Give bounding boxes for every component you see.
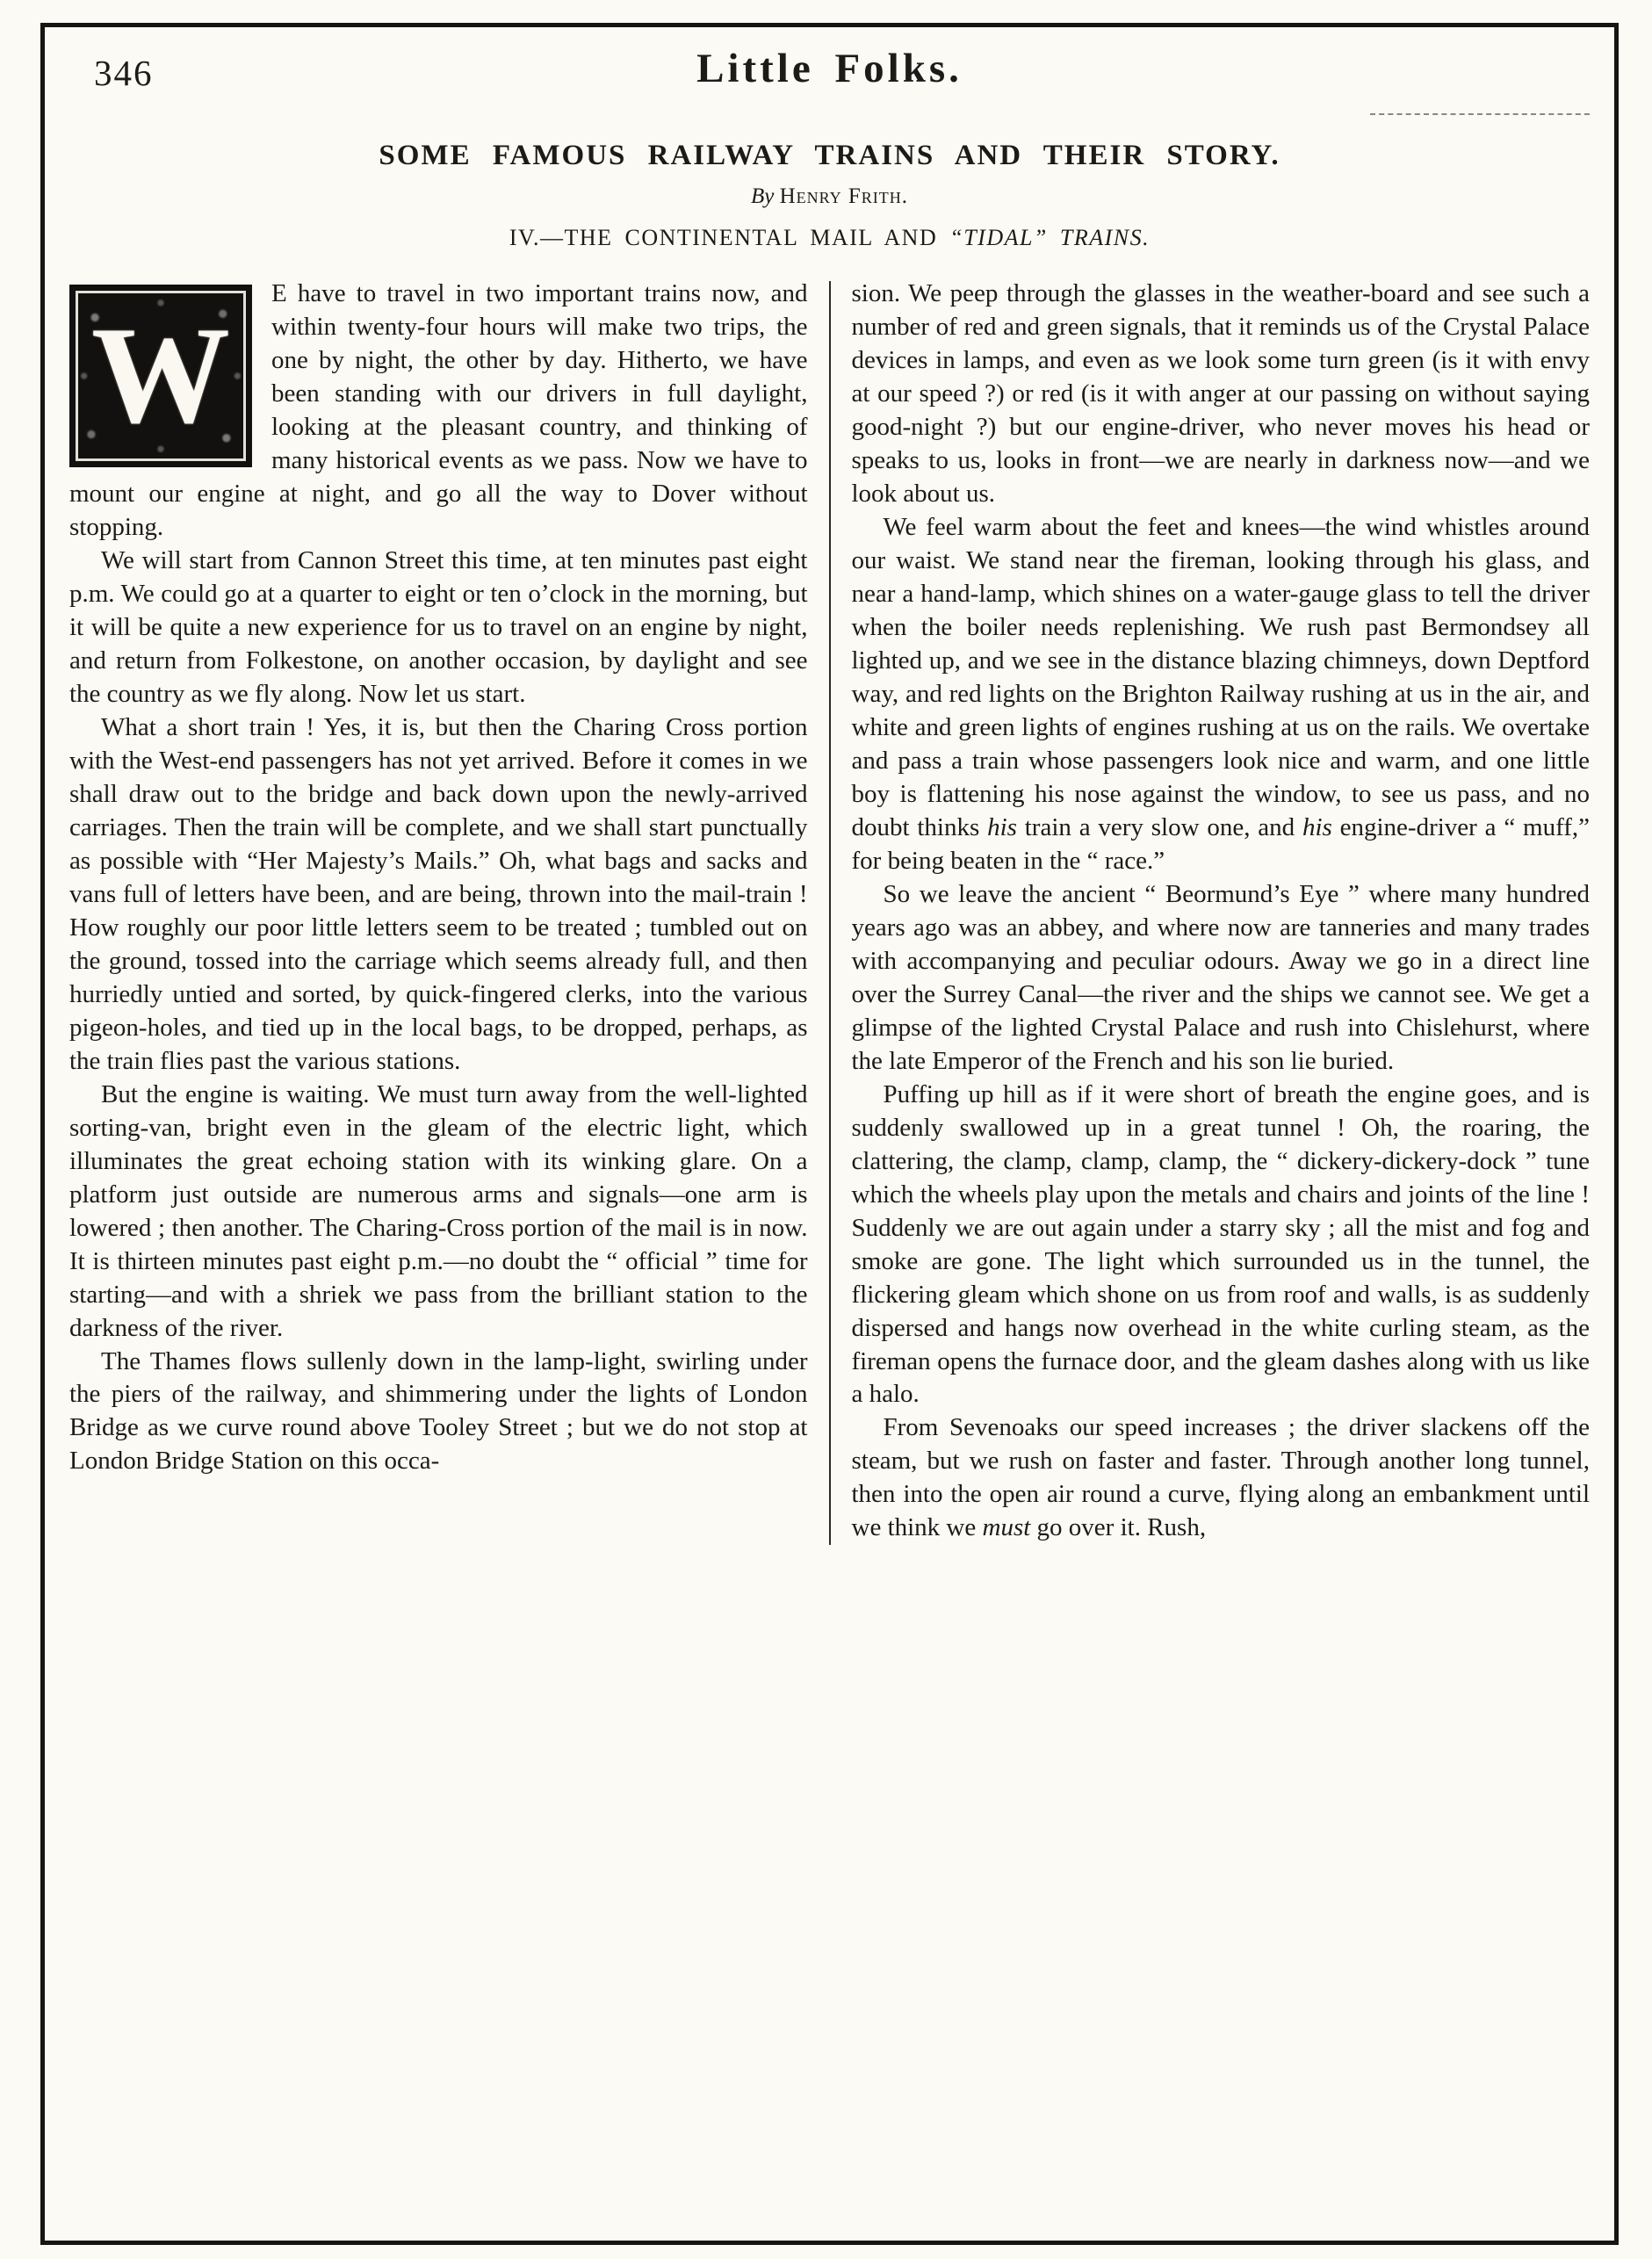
byline [69,184,1590,209]
article-columns [69,278,1590,1545]
left-column [69,278,808,1545]
paragraph: What a short train ! Yes, it is, but then the Charing Cross portion with the West-end passengers has not yet arrived. Before it comes in we shall draw out to the bridge and back down upon the newly-arrived carriages. Then the train will be complete, and we shall start punctually as possible with “Her Majesty’s Mails.” Oh, what bags and sacks and vans full of letters have been, and are being, thrown into the mail-train ! How roughly our poor little letters seem to be treated ; tumbled out on the ground, tossed into the carriage which seems already full, and then hurriedly untied and sorted, by quick-fingered clerks, into the various pigeon-holes, and tied up in the local bags, to be dropped, perhaps, as the train flies past the various stations. [69,712,808,1075]
paragraph: So we leave the ancient “ Beormund’s Eye ” where many hundred years ago was an abbey, and where now are tanneries and many trades with accompanying and peculiar odours. Away we go in a direct line over the Surrey Canal—the river and the ships we cannot see. We get a glimpse of the lighted Crystal Palace and rush into Chislehurst, where the late Emperor of the French and his son lie buried. [851,879,1590,1075]
header-rule [1370,113,1590,115]
byline-author: Henry Frith. [779,184,909,208]
paragraph: E have to travel in two important trains now, and within twenty-four hours will make two trips, the one by night, the other by day. Hitherto, we have been standing with our drivers in full daylight, looking at the pleasant country, and thinking of many historical events as we pass. Now we have to mount our engine at night, and go all the way to Dover without stopping. [69,279,808,541]
paragraph: sion. We peep through the glasses in the weather-board and see such a number of red and green signals, that it reminds us of the Crystal Palace devices in lamps, and even as we look some turn green (is it with envy at our speed ?) or red (is it with anger at our passing on without saying good-night ?) but our engine-driver, who never moves his head or speaks to us, looks in front—we are nearly in darkness now—and we look about us. [851,279,1590,508]
byline-prefix: By [750,184,775,208]
paragraph: We will start from Cannon Street this time, at ten minutes past eight p.m. We could go at a quarter to eight or ten o’clock in the morning, but it will be quite a new experience for us to travel on an engine by night, and return from Folkestone, on another occasion, by daylight and see the country as we fly along. Now let us start. [69,545,808,708]
right-column [852,278,1591,1545]
drop-cap-letter: W [91,299,230,452]
decorative-initial-w [69,285,252,467]
paragraph: Puffing up hill as if it were short of breath the engine goes, and is suddenly swallowed up in a great tunnel ! Oh, the roaring, the clattering, the clamp, clamp, clamp, the “ dickery-dickery-dock ” tune which the wheels play upon the metals and chairs and joints of the line ! Suddenly we are out again under a starry sky ; all the mist and fog and smoke are gone. The light which surrounded us in the tunnel, the flickering gleam which shone on us from roof and walls, is as suddenly dispersed and hangs now overhead in the white curling steam, as the fireman opens the furnace door, and the gleam dashes along with us like a halo. [851,1079,1590,1409]
section-heading: IV.—THE CONTINENTAL MAIL AND “TIDAL” TRAINS. [509,225,1151,250]
page-frame [40,23,1619,2245]
paragraph: We feel warm about the feet and knees—the wind whistles around our waist. We stand near the fireman, looking through his glass, and near a hand-lamp, which shines on a water-gauge glass to tell the driver when the boiler needs replenishing. We rush past Bermondsey all lighted up, and we see in the distance blazing chimneys, down Deptford way, and red lights on the Brighton Railway rushing at us in the air, and white and green lights of engines rushing at us on the rails. We overtake and pass a train whose passengers look nice and warm, and one little boy is flattening his nose against the window, to see us pass, and no doubt thinks his train a very slow one, and his engine-driver a “ muff,” for being beaten in the “ race.” [851,512,1590,875]
page-header [69,45,1590,110]
paragraph: The Thames flows sullenly down in the lamp-light, swirling under the piers of the railway, and shimmering under the lights of London Bridge as we curve round above Tooley Street ; but we do not stop at London Bridge Station on this occa- [69,1346,808,1476]
column-divider [829,281,831,1545]
masthead-title: Little Folks. [696,46,963,91]
paragraph: From Sevenoaks our speed increases ; the driver slackens off the steam, but we rush on faster and faster. Through another long tunnel, then into the open air round a curve, flying along an embankment until we think we must go over it. Rush, [851,1413,1590,1542]
paragraph: But the engine is waiting. We must turn away from the well-lighted sorting-van, bright even in the gleam of the electric light, which illuminates the great echoing station with its winking glare. On a platform just outside are numerous arms and signals—one arm is lowered ; then another. The Charing-Cross portion of the mail is in now. It is thirteen minutes past eight p.m.—no doubt the “ official ” time for starting—and with a shriek we pass from the brilliant station to the darkness of the river. [69,1079,808,1342]
page-number: 346 [94,53,154,93]
article-title: SOME FAMOUS RAILWAY TRAINS AND THEIR STORY. [379,140,1280,171]
